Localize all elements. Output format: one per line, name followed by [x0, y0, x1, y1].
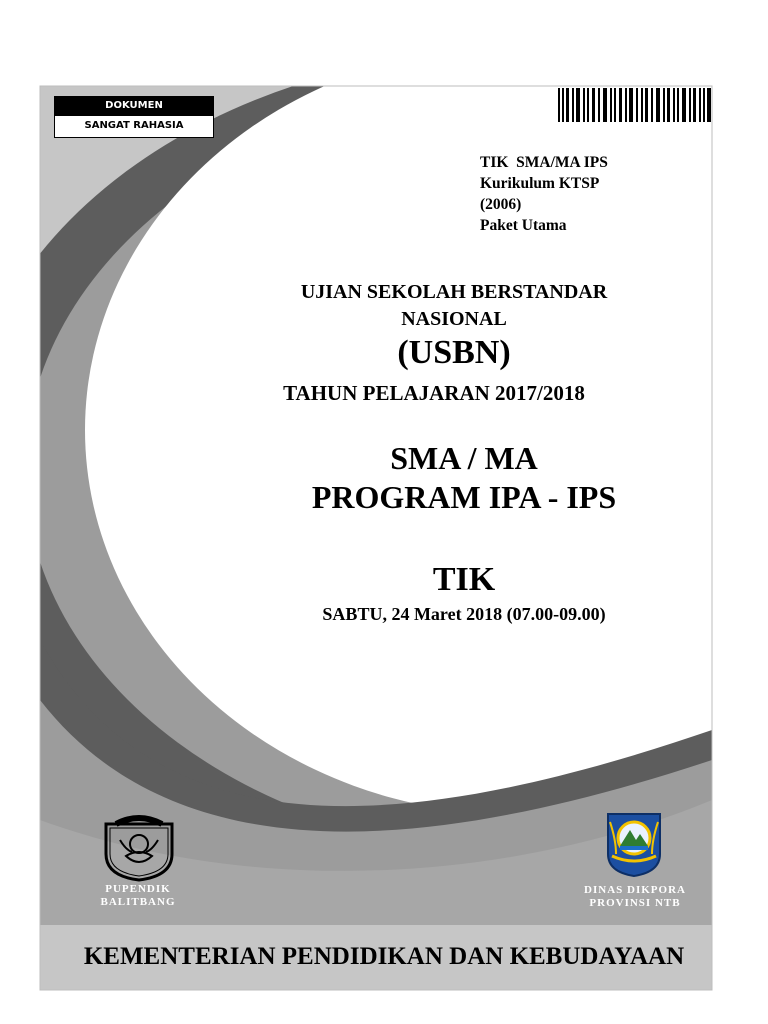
barcode-icon [556, 86, 714, 124]
document-label: DOKUMEN [54, 96, 214, 115]
ntb-province-emblem-icon [604, 810, 664, 878]
subject-track: TIK SMA/MA IPS [480, 154, 608, 171]
curriculum: Kurikulum KTSP [480, 175, 600, 192]
subject-title: TIK [432, 561, 496, 598]
exam-abbreviation: (USBN) [397, 334, 511, 371]
exam-schedule: SABTU, 24 Maret 2018 (07.00-09.00) [322, 604, 606, 624]
left-logo-caption-line2: BALITBANG [100, 896, 176, 908]
left-logo-caption-line1: PUPENDIK [105, 883, 171, 895]
study-program: PROGRAM IPA - IPS [311, 479, 617, 515]
exam-title-line1: UJIAN SEKOLAH BERSTANDAR [300, 281, 608, 303]
curriculum-year: (2006) [480, 196, 522, 213]
tut-wuri-handayani-logo-icon [96, 810, 182, 882]
right-logo-caption-line2: PROVINSI NTB [589, 897, 681, 909]
right-logo-caption-line1: DINAS DIKPORA [584, 884, 686, 896]
school-level: SMA / MA [390, 440, 538, 476]
school-year: TAHUN PELAJARAN 2017/2018 [283, 381, 585, 405]
exam-title-line2: NASIONAL [401, 308, 507, 330]
ministry-name: KEMENTERIAN PENDIDIKAN DAN KEBUDAYAAN [83, 943, 685, 970]
confidentiality-label: SANGAT RAHASIA [54, 115, 214, 138]
package-type: Paket Utama [480, 217, 567, 234]
